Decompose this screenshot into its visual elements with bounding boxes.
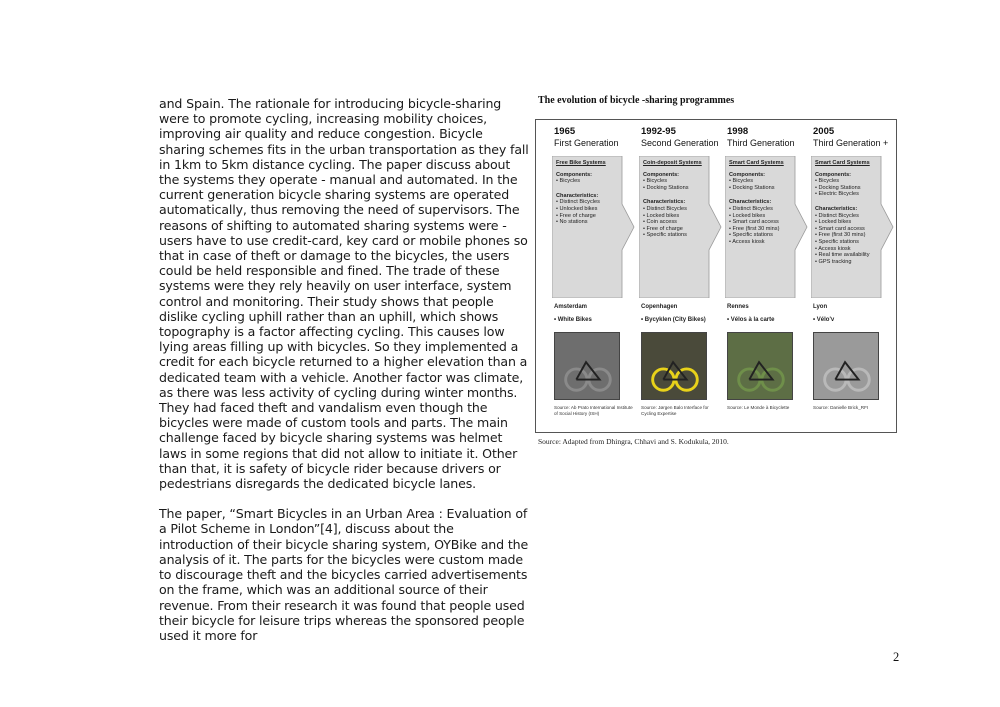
system-type: Free Bike Systems	[556, 160, 606, 166]
components-heading: Components:	[815, 171, 852, 178]
characteristic-item: • Access kiosk	[815, 245, 851, 252]
characteristics-heading: Characteristics:	[815, 205, 858, 212]
characteristic-item: • Smart card access	[815, 225, 865, 232]
bicycle-photo	[813, 332, 879, 400]
generation-column-4	[809, 120, 895, 432]
characteristic-item: • Coin access	[643, 219, 677, 226]
city-name: Rennes	[727, 304, 749, 310]
component-item: • Bicycles	[815, 178, 840, 185]
bicycle-photo	[641, 332, 707, 400]
body-paragraph-1: and Spain. The rationale for introducing bicycle-sharing were to promote cycling, increasing mobility choices, improving air quality and reduce congestion. Bicycle sharing schemes fits in the urban transportation as they fall in 1km to 5km distance cycling. The paper discuss about the systems they operate - manual and automated. In the current generation bicycle sharing systems are operated automatically, thus removing the need of supervisors. The reasons of shifting to automated sharing systems were - users have to use credit-card, key card or mobile phones so that in case of theft or damage to the bicycles, the users could be held responsible and fined. The trade of these systems were they rely heavily on user interface, system control and monitoring. Their study shows that people dislike cycling uphill rather than an uphill, which shows topography is a factor affecting cycling. This causes low lying areas filling up with bicycles. So they implemented a credit for each bicycle returned to a higher elevation than a dedicated team with a vehicle. Another factor was climate, as there was less activity of cycling during winter months. They had faced theft and vandalism even though the bicycles were made of custom tools and parts. The main challenge faced by bicycle sharing systems was helmet laws in some regions that did not allow to initiate it. Other than that, it is safety of bicycle rider because drivers or pedestrians disregards the dedicated bicycle lanes.	[159, 96, 529, 492]
characteristic-item: • Locked bikes	[815, 219, 852, 226]
generation-details	[556, 160, 622, 226]
generation-year: 1998	[727, 126, 749, 137]
characteristics-heading: Characteristics:	[729, 199, 772, 206]
system-type: Smart Card Systems	[729, 160, 784, 166]
generation-name: Third Generation	[727, 138, 795, 148]
city-name: Lyon	[813, 304, 828, 310]
component-item: • Electric Bicycles	[815, 191, 859, 198]
component-item: • Docking Stations	[815, 184, 861, 191]
characteristic-item: • Real time availability	[815, 252, 870, 259]
characteristic-item: • Free (first 30 mins)	[815, 232, 866, 239]
page-number: 2	[893, 650, 900, 664]
generation-name: First Generation	[554, 138, 619, 148]
bike-scheme-name: • White Bikes	[554, 317, 592, 323]
generation-details	[815, 160, 881, 265]
generation-arrow-box	[552, 156, 636, 298]
photo-source: Source: Le Monde à Bicyclette	[727, 405, 790, 410]
system-type: Coin-deposit Systems	[643, 160, 702, 166]
characteristic-item: • Distinct Bicycles	[556, 199, 600, 206]
component-item: • Docking Stations	[729, 184, 775, 191]
characteristic-item: • Specific stations	[729, 232, 773, 239]
body-text-column	[159, 96, 529, 658]
bicycle-photo	[727, 332, 793, 400]
characteristic-item: • Unlocked bikes	[556, 205, 598, 212]
generation-details	[729, 160, 795, 246]
generation-column-1	[550, 120, 636, 432]
bike-scheme-name: • Vélos à la carte	[727, 317, 775, 323]
characteristic-item: • GPS tracking	[815, 258, 852, 265]
figure-title: The evolution of bicycle -sharing programmes	[538, 95, 735, 106]
component-item: • Bicycles	[643, 178, 668, 185]
photo-source: Source: Danielle Brick_RFI	[813, 405, 869, 410]
generation-year: 1965	[554, 126, 576, 137]
generation-name: Third Generation +	[813, 138, 889, 148]
components-heading: Components:	[556, 171, 593, 178]
city-name: Amsterdam	[554, 304, 588, 310]
bicycle-photo	[554, 332, 620, 400]
city-name: Copenhagen	[641, 304, 678, 310]
characteristic-item: • No stations	[556, 219, 588, 226]
generation-column-3	[723, 120, 809, 432]
generation-year: 1992-95	[641, 126, 676, 137]
characteristic-item: • Free (first 30 mins)	[729, 225, 780, 232]
photo-source: Source: Ab Prato International Institute of Social History (ISH)	[554, 405, 633, 416]
generation-name: Second Generation	[641, 138, 719, 148]
component-item: • Bicycles	[729, 178, 754, 185]
figure-source: Source: Adapted from Dhingra, Chhavi and S. Kodukula, 2010.	[538, 437, 729, 446]
generation-column-2	[637, 120, 723, 432]
characteristic-item: • Locked bikes	[643, 212, 680, 219]
body-paragraph-2: The paper, “Smart Bicycles in an Urban Area : Evaluation of a Pilot Scheme in London”[4], discuss about the introduction of their bicycle sharing system, OYBike and the analysis of it. The parts for the bicycles were custom made to discourage theft and the bicycles carried advertisements on the frame, which was an additional source of their revenue. From their research it was found that people used their bicycle for leisure trips whereas the sponsored people used it more for	[159, 506, 529, 643]
system-type: Smart Card Systems	[815, 160, 870, 166]
bike-scheme-name: • Vélo'v	[813, 317, 835, 323]
generation-arrow-box	[811, 156, 895, 298]
characteristic-item: • Specific stations	[815, 238, 859, 245]
characteristic-item: • Distinct Bicycles	[643, 205, 687, 212]
generation-arrow-box	[725, 156, 809, 298]
characteristic-item: • Distinct Bicycles	[729, 205, 773, 212]
bike-scheme-name: • Bycyklen (City Bikes)	[641, 317, 706, 323]
characteristic-item: • Free of charge	[643, 225, 683, 232]
characteristic-item: • Distinct Bicycles	[815, 212, 859, 219]
component-item: • Docking Stations	[643, 184, 689, 191]
generation-details	[643, 160, 709, 239]
generation-year: 2005	[813, 126, 835, 137]
components-heading: Components:	[643, 171, 680, 178]
characteristic-item: • Locked bikes	[729, 212, 766, 219]
characteristic-item: • Smart card access	[729, 219, 779, 226]
characteristics-heading: Characteristics:	[556, 192, 599, 199]
generation-arrow-box	[639, 156, 723, 298]
characteristic-item: • Free of charge	[556, 212, 596, 219]
characteristics-heading: Characteristics:	[643, 199, 686, 206]
component-item: • Bicycles	[556, 178, 581, 185]
characteristic-item: • Specific stations	[643, 232, 687, 239]
bicycle-sharing-evolution-figure	[535, 119, 897, 433]
photo-source: Source: Jørgen Balo Interface for Cycling Expertise	[641, 405, 709, 416]
components-heading: Components:	[729, 171, 766, 178]
characteristic-item: • Access kiosk	[729, 238, 765, 245]
